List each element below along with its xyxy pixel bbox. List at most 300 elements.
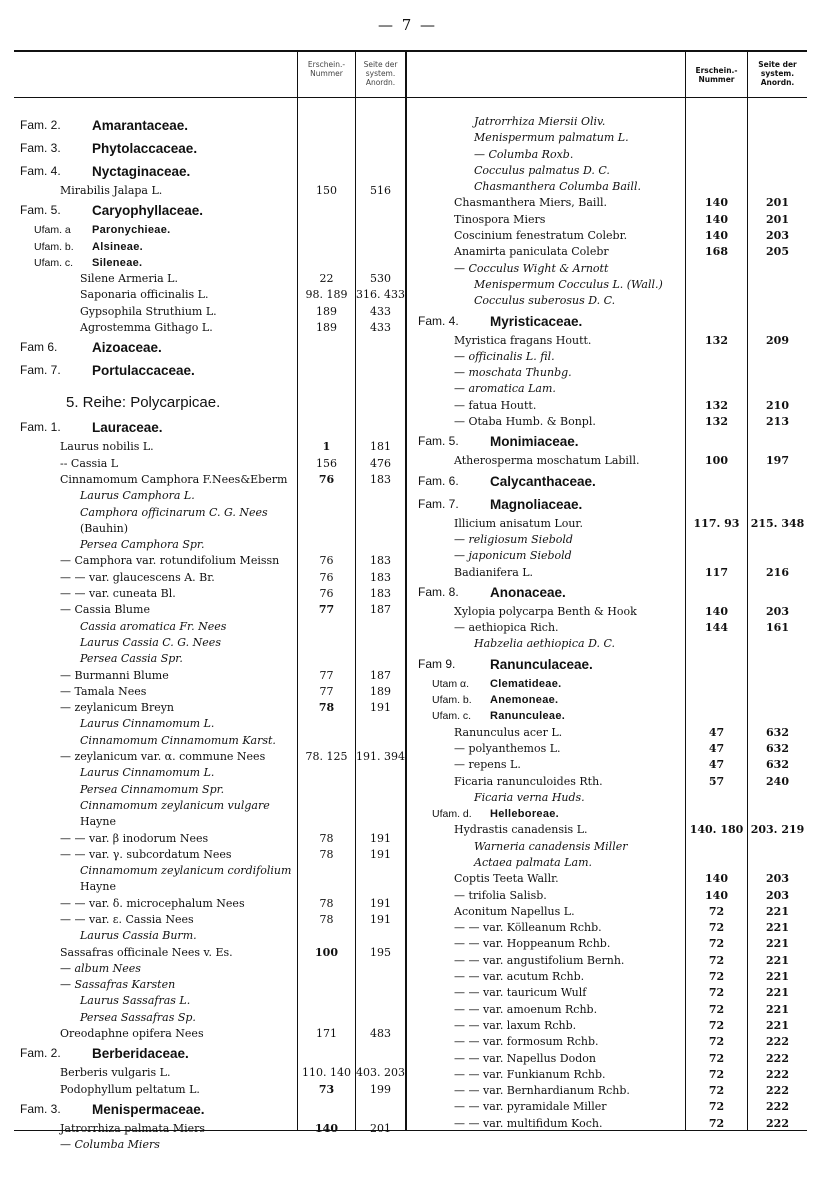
plant-entry (418, 985, 808, 1001)
family-number: Fam. 2. (20, 1046, 61, 1061)
page-reference: 183 (370, 472, 391, 486)
page-reference: 222 (766, 1116, 789, 1130)
family-name: Helleboreae. (490, 808, 560, 821)
plant-entry (418, 333, 808, 349)
edition-number: 72 (708, 970, 725, 984)
page-reference: 530 (370, 272, 391, 286)
edition-number: 132 (705, 398, 728, 412)
family-number: Fam. 7. (418, 496, 459, 511)
plant-entry (418, 757, 808, 773)
edition-number: 117. 93 (693, 516, 740, 530)
plant-name: — japonicum Siebold (454, 549, 572, 563)
plant-name: — moschata Thunbg. (454, 366, 572, 380)
edition-number: 72 (708, 1084, 725, 1098)
family-heading (418, 581, 808, 604)
plant-entry (20, 700, 407, 716)
page-reference: 213 (766, 415, 789, 429)
page-reference: 197 (766, 454, 789, 468)
plant-entry (20, 1121, 407, 1137)
plant-entry (20, 1026, 407, 1042)
page-reference: 191 (370, 912, 391, 926)
plant-name: Persea Cassia Spr. (80, 652, 183, 666)
series-title: 5. Reihe: Polycarpicae. (66, 394, 221, 412)
page-reference: 203. 219 (750, 823, 805, 837)
family-number: Ufam. d. (432, 808, 472, 821)
plant-entry (20, 684, 407, 700)
plant-name: — Sassafras Karsten (60, 978, 176, 992)
column-header-left-page: Seite der system. Anordn. (363, 60, 398, 87)
plant-name: Laurus Cinnamomum L. (80, 766, 215, 780)
synonym-entry (20, 537, 407, 553)
subfamily-heading (418, 806, 808, 822)
synonym-entry (20, 651, 407, 667)
synonym-entry (20, 977, 407, 993)
plant-name: — Burmanni Blume (60, 668, 169, 682)
plant-name: — officinalis L. fil. (454, 349, 555, 363)
plant-entry (418, 604, 808, 620)
edition-number: 72 (708, 1035, 725, 1049)
plant-name: Aconitum Napellus L. (454, 904, 575, 918)
plant-entry (20, 831, 407, 847)
plant-name: Jatrorrhiza Miersii Oliv. (474, 115, 606, 128)
family-heading (418, 653, 808, 676)
plant-entry (418, 871, 808, 887)
plant-name: — aethiopica Rich. (454, 621, 559, 635)
synonym-entry (418, 365, 808, 381)
synonym-entry (418, 790, 808, 806)
family-heading (418, 493, 808, 516)
page-reference: 195 (370, 945, 391, 959)
plant-name: Hydrastis canadensis L. (454, 823, 588, 837)
plant-entry (20, 304, 407, 320)
plant-entry (418, 453, 808, 469)
edition-number: 72 (708, 1018, 725, 1032)
series-heading (20, 390, 407, 416)
plant-name: Hayne (80, 880, 116, 894)
plant-entry (418, 953, 808, 969)
family-number: Ufam. c. (34, 256, 74, 269)
plant-name: Persea Cinnamomum Spr. (80, 782, 225, 796)
plant-name: Anamirta paniculata Colebr (454, 245, 609, 259)
page-reference: 632 (766, 725, 789, 739)
family-number: Fam. 7. (20, 363, 61, 378)
edition-number: 72 (708, 1100, 725, 1114)
synonym-entry (20, 863, 407, 879)
family-number: Fam 6. (20, 340, 58, 355)
column-header-right-number: Erschein.- Nummer (695, 66, 738, 84)
page-reference: 221 (766, 1018, 789, 1032)
plant-name: — zeylanicum Breyn (60, 701, 175, 715)
edition-number: 117 (705, 565, 728, 579)
subfamily-heading (20, 222, 407, 238)
plant-entry (418, 212, 808, 228)
plant-entry (418, 620, 808, 636)
plant-name: — Cassia Blume (60, 603, 150, 617)
page-reference: 209 (766, 333, 789, 347)
plant-entry (20, 945, 407, 961)
family-number: Fam. 3. (20, 141, 61, 155)
plant-name: — repens L. (454, 758, 521, 772)
edition-number: 132 (705, 333, 728, 347)
family-heading (418, 470, 808, 493)
plant-entry (20, 271, 407, 287)
edition-number: 140 (315, 1121, 338, 1135)
plant-name: — — var. Hoppeanum Rchb. (454, 937, 611, 951)
page-reference: 222 (766, 1035, 789, 1049)
right-column (418, 114, 808, 1132)
family-heading (20, 1098, 407, 1121)
plant-name: Saponaria officinalis L. (80, 288, 209, 302)
page-reference: 433 (370, 321, 391, 335)
synonym-entry (418, 147, 808, 163)
header-rule-top (14, 50, 807, 52)
synonym-entry (20, 619, 407, 635)
synonym-entry (418, 532, 808, 548)
page-reference: 240 (766, 774, 789, 788)
plant-name: Cinnamomum Camphora F.Nees&Eberm (60, 472, 288, 486)
page-reference: 187 (370, 603, 391, 617)
plant-name: Laurus Cassia C. G. Nees (80, 635, 221, 649)
page-reference: 183 (370, 587, 391, 601)
plant-name: Mirabilis Jalapa L. (60, 184, 163, 197)
plant-entry (418, 516, 808, 532)
plant-name: Cocculus palmatus D. C. (474, 163, 610, 177)
plant-entry (418, 725, 808, 741)
plant-entry (418, 822, 808, 838)
page-reference: 476 (370, 456, 391, 470)
page-reference: 181 (370, 440, 391, 454)
page-reference: 222 (766, 1051, 789, 1065)
family-name: Aizoaceae. (92, 340, 162, 356)
plant-name: Coscinium fenestratum Colebr. (454, 229, 628, 243)
plant-name: — — var. pyramidale Miller (454, 1100, 607, 1114)
family-name: Menispermaceae. (92, 1101, 205, 1117)
plant-name: — — var. angustifolium Bernh. (454, 953, 625, 967)
plant-name: Ficaria ranunculoides Rth. (454, 774, 603, 788)
plant-name: Persea Sassafras Sp. (80, 1010, 196, 1024)
synonym-entry (20, 993, 407, 1009)
page-reference: 403. 203 (356, 1066, 405, 1080)
synonym-entry (418, 381, 808, 397)
plant-entry (20, 879, 407, 895)
synonym-entry (418, 548, 808, 564)
family-name: Monimiaceae. (490, 434, 579, 450)
synonym-entry (418, 130, 808, 146)
family-name: Caryophyllaceae. (92, 203, 204, 219)
plant-name: — Columba Roxb. (474, 147, 574, 161)
plant-name: — — var. β inodorum Nees (60, 831, 209, 845)
synonym-entry (418, 179, 808, 195)
plant-entry (20, 602, 407, 618)
edition-number: 72 (708, 1002, 725, 1016)
plant-name: Laurus Cinnamomum L. (80, 717, 215, 731)
edition-number: 144 (705, 621, 728, 635)
subfamily-heading (20, 255, 407, 271)
plant-entry (418, 398, 808, 414)
family-number: Fam. 5. (418, 434, 459, 449)
plant-entry (418, 1083, 808, 1099)
page-reference: 183 (370, 554, 391, 568)
left-column (20, 114, 407, 1154)
synonym-entry (20, 961, 407, 977)
plant-name: -- Cassia L (60, 456, 119, 470)
family-number: Utam α. (432, 677, 469, 690)
plant-name: Agrostemma Githago L. (80, 321, 213, 335)
synonym-entry (20, 488, 407, 504)
plant-entry (20, 912, 407, 928)
edition-number: 140 (705, 888, 728, 902)
plant-name: Cinnamomum zeylanicum vulgare (80, 798, 270, 812)
family-name: Paronychieae. (92, 224, 171, 237)
plant-entry (20, 472, 407, 488)
edition-number: 72 (708, 937, 725, 951)
page-reference: 632 (766, 741, 789, 755)
plant-entry (418, 936, 808, 952)
plant-name: Habzelia aethiopica D. C. (474, 637, 616, 651)
plant-name: — trifolia Salisb. (454, 888, 547, 902)
plant-name: — — var. laxum Rchb. (454, 1018, 577, 1032)
edition-number: 132 (705, 415, 728, 429)
family-heading (20, 114, 407, 137)
plant-name: Cinnamomum zeylanicum cordifolium (80, 864, 292, 878)
plant-entry (418, 920, 808, 936)
page-reference: 216 (766, 565, 789, 579)
edition-number: 140. 180 (689, 823, 744, 837)
family-name: Calycanthaceae. (490, 473, 596, 489)
plant-name: Hayne (80, 815, 116, 829)
edition-number: 47 (708, 758, 725, 772)
plant-name: — Tamala Nees (60, 684, 147, 698)
synonym-entry (20, 716, 407, 732)
subfamily-heading (418, 676, 808, 692)
page-reference: 201 (766, 196, 789, 210)
page-reference: 632 (766, 758, 789, 772)
plant-name: Laurus nobilis L. (60, 440, 154, 454)
synonym-entry (20, 798, 407, 814)
plant-name: — aromatica Lam. (454, 382, 556, 396)
plant-name: Cinnamomum Cinnamomum Karst. (80, 733, 276, 747)
synonym-entry (20, 733, 407, 749)
edition-number: 100 (705, 454, 728, 468)
synonym-entry (418, 261, 808, 277)
edition-number: 76 (319, 554, 334, 568)
plant-name: — Camphora var. rotundifolium Meissn (60, 554, 280, 568)
edition-number: 189 (316, 304, 337, 318)
spacer (20, 382, 407, 390)
edition-number: 47 (708, 741, 725, 755)
plant-name: Xylopia polycarpa Benth & Hook (454, 604, 637, 618)
plant-entry (418, 1099, 808, 1115)
page-reference: 191. 394 (356, 750, 405, 764)
plant-name: Myristica fragans Houtt. (454, 333, 592, 347)
synonym-entry (20, 505, 407, 521)
edition-number: 47 (708, 725, 725, 739)
plant-entry (418, 969, 808, 985)
plant-name: Ficaria verna Huds. (474, 790, 585, 804)
page-reference: 215. 348 (750, 516, 805, 530)
plant-entry (418, 1034, 808, 1050)
edition-number: 77 (319, 684, 334, 698)
page-reference: 516 (370, 184, 391, 197)
edition-number: 72 (708, 1051, 725, 1065)
plant-name: Tinospora Miers (454, 212, 546, 226)
plant-entry (418, 888, 808, 904)
page-reference: 210 (766, 398, 789, 412)
plant-entry (418, 414, 808, 430)
plant-entry (20, 183, 407, 199)
edition-number: 1 (322, 440, 331, 454)
edition-number: 73 (318, 1082, 335, 1096)
family-heading (418, 430, 808, 453)
edition-number: 78 (319, 831, 334, 845)
synonym-entry (418, 855, 808, 871)
page-reference: 161 (766, 621, 789, 635)
plant-name: Podophyllum peltatum L. (60, 1082, 200, 1096)
edition-number: 156 (316, 456, 337, 470)
family-name: Nyctaginaceae. (92, 164, 191, 179)
page-reference: 221 (766, 904, 789, 918)
plant-name: — — var. formosum Rchb. (454, 1035, 599, 1049)
page-reference: 221 (766, 1002, 789, 1016)
plant-entry (418, 741, 808, 757)
page-reference: 191 (370, 896, 391, 910)
edition-number: 171 (316, 1027, 337, 1041)
subfamily-heading (418, 692, 808, 708)
plant-name: — — var. glaucescens A. Br. (60, 570, 215, 584)
family-heading (20, 359, 407, 382)
plant-name: Sassafras officinale Nees v. Es. (60, 945, 233, 959)
plant-entry (418, 1067, 808, 1083)
edition-number: 140 (705, 604, 728, 618)
family-heading (20, 160, 407, 183)
edition-number: 76 (319, 587, 334, 601)
family-name: Amarantaceae. (92, 118, 189, 133)
edition-number: 78 (319, 847, 334, 861)
plant-name: Atherosperma moschatum Labill. (454, 454, 640, 468)
plant-name: Gypsophila Struthium L. (80, 304, 217, 318)
synonym-entry (20, 1137, 407, 1153)
edition-number: 100 (315, 945, 338, 959)
edition-number: 78 (319, 912, 334, 926)
plant-name: Berberis vulgaris L. (60, 1066, 171, 1080)
plant-name: — religiosum Siebold (454, 532, 573, 546)
page-reference: 203 (766, 872, 789, 886)
edition-number: 78 (319, 896, 334, 910)
page-reference: 483 (370, 1027, 391, 1041)
plant-entry (418, 774, 808, 790)
plant-entry (20, 668, 407, 684)
plant-name: — — var. tauricum Wulf (454, 986, 587, 1000)
plant-name: — zeylanicum var. α. commune Nees (60, 750, 266, 764)
plant-name: Chasmanthera Miers, Baill. (454, 196, 607, 210)
family-name: Portulaccaceae. (92, 363, 195, 379)
edition-number: 150 (316, 184, 337, 197)
family-name: Lauraceae. (92, 420, 163, 436)
plant-entry (418, 1116, 808, 1132)
plant-entry (20, 896, 407, 912)
page-reference: 221 (766, 986, 789, 1000)
page-reference: 189 (370, 684, 391, 698)
edition-number: 72 (708, 1067, 725, 1081)
edition-number: 189 (316, 321, 337, 335)
plant-entry (20, 521, 407, 537)
page-reference: 183 (370, 570, 391, 584)
family-heading (20, 137, 407, 160)
edition-number: 72 (708, 1116, 725, 1130)
edition-number: 77 (319, 668, 334, 682)
synonym-entry (418, 114, 808, 130)
synonym-entry (20, 782, 407, 798)
edition-number: 140 (705, 872, 728, 886)
page-reference: 203 (766, 888, 789, 902)
page-reference: 199 (370, 1082, 391, 1096)
plant-name: Ranunculus acer L. (454, 725, 563, 739)
plant-name: — — var. δ. microcephalum Nees (60, 896, 245, 910)
edition-number: 110. 140 (302, 1066, 351, 1080)
plant-name: (Bauhin) (80, 521, 128, 535)
plant-name: — — var. Kölleanum Rchb. (454, 921, 602, 935)
family-heading (418, 310, 808, 333)
page-reference: 191 (370, 831, 391, 845)
page-reference: 316. 433 (356, 288, 405, 302)
subfamily-heading (418, 708, 808, 724)
page-reference: 221 (766, 921, 789, 935)
plant-name: — — var. Bernhardianum Rchb. (454, 1084, 630, 1098)
plant-entry (418, 1051, 808, 1067)
plant-entry (20, 847, 407, 863)
synonym-entry (20, 765, 407, 781)
family-number: Fam. 5. (20, 203, 61, 218)
edition-number: 76 (318, 472, 335, 486)
edition-number: 78. 125 (305, 750, 348, 764)
plant-name: Oreodaphne opifera Nees (60, 1027, 204, 1041)
family-number: Ufam. b. (34, 240, 74, 253)
plant-entry (20, 586, 407, 602)
page-reference: 222 (766, 1100, 789, 1114)
plant-name: Cocculus suberosus D. C. (474, 294, 616, 308)
page-reference: 203 (766, 604, 789, 618)
plant-name: — polyanthemos L. (454, 741, 561, 755)
plant-entry (418, 195, 808, 211)
family-number: Fam. 4. (20, 164, 61, 178)
subfamily-heading (20, 239, 407, 255)
page-reference: 433 (370, 304, 391, 318)
family-name: Berberidaceae. (92, 1046, 189, 1062)
synonym-entry (418, 636, 808, 652)
plant-name: Illicium anisatum Lour. (454, 516, 583, 530)
edition-number: 140 (705, 212, 728, 226)
plant-entry (20, 456, 407, 472)
family-heading (20, 199, 407, 222)
plant-name: Persea Camphora Spr. (80, 538, 205, 552)
plant-entry (20, 553, 407, 569)
family-heading (20, 1042, 407, 1065)
page-reference: 222 (766, 1084, 789, 1098)
edition-number: 98. 189 (305, 288, 348, 302)
plant-name: Warneria canadensis Miller (474, 839, 628, 853)
plant-name: Badianifera L. (454, 565, 534, 579)
plant-entry (20, 439, 407, 455)
plant-name: — Otaba Humb. & Bonpl. (454, 415, 596, 429)
plant-name: — — var. Funkianum Rchb. (454, 1067, 606, 1081)
plant-name: Jatrorrhiza palmata Miers (60, 1121, 206, 1135)
page-reference: 221 (766, 937, 789, 951)
edition-number: 57 (708, 774, 725, 788)
plant-name: Silene Armeria L. (80, 272, 178, 286)
page-reference: 222 (766, 1067, 789, 1081)
plant-name: — album Nees (60, 961, 141, 975)
family-number: Fam. 1. (20, 420, 61, 435)
